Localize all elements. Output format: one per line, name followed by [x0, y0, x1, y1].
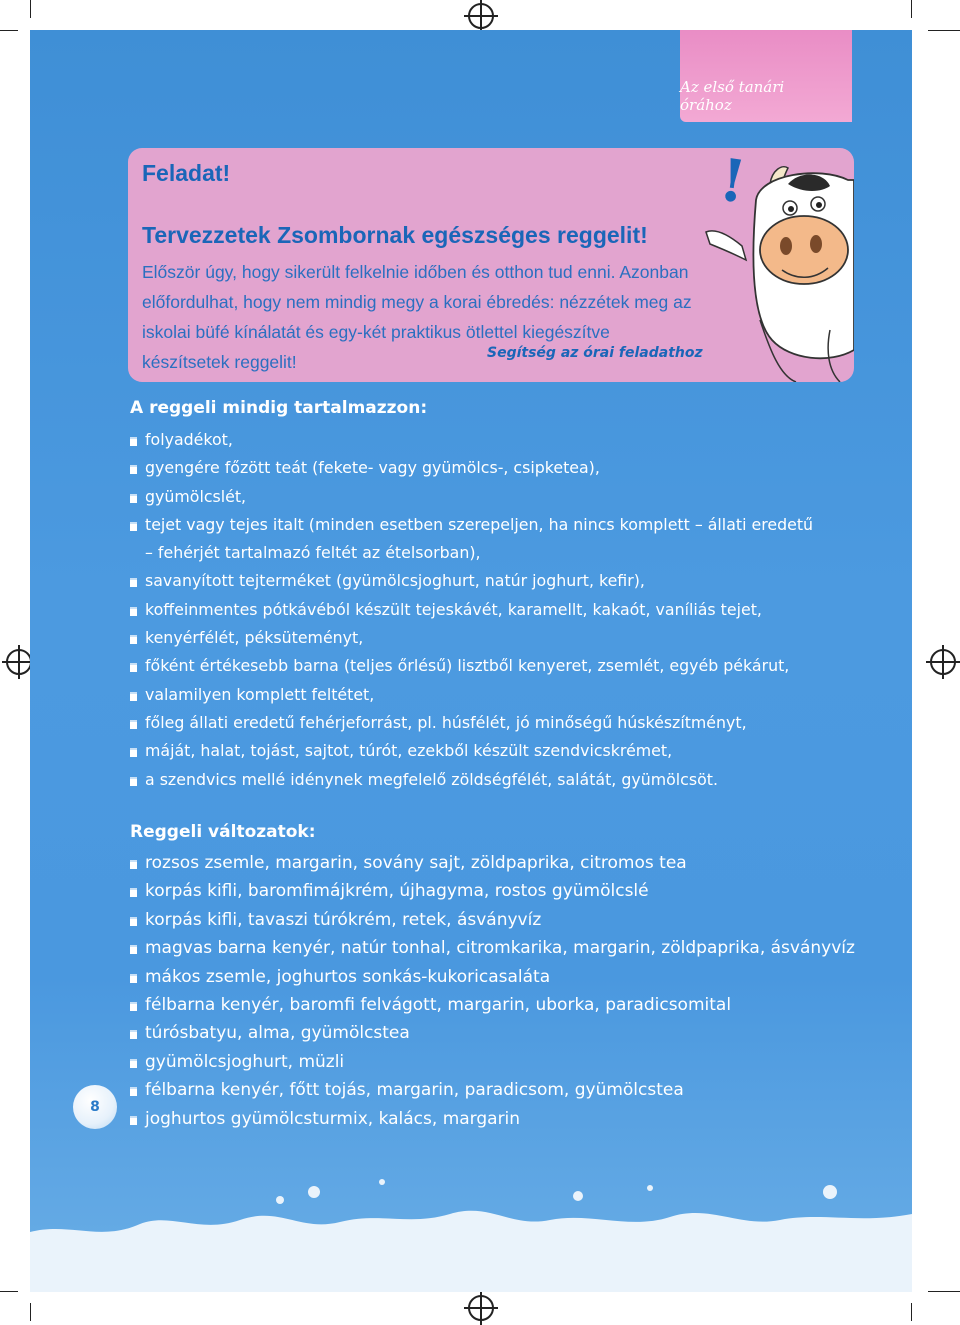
bullet-icon [130, 607, 137, 616]
list-item: tejet vagy tejes italt (minden esetben szerepeljen, ha nincs komplett – állati eredetű [130, 511, 813, 539]
crop-line [0, 1291, 18, 1292]
bullet-icon [130, 777, 137, 786]
bullet-icon [130, 578, 137, 587]
list-item: kenyérfélét, péksüteményt, [130, 624, 813, 652]
bullet-icon [130, 1087, 137, 1096]
crop-line [911, 1303, 912, 1321]
list-item: joghurtos gyümölcsturmix, kalács, margarin [130, 1105, 855, 1133]
list-item: korpás kifli, baromfimájkrém, újhagyma, rostos gyümölcslé [130, 877, 855, 905]
list-item: korpás kifli, tavaszi túrókrém, retek, ásványvíz [130, 906, 855, 934]
crop-line [911, 0, 912, 18]
cow-illustration [700, 145, 854, 382]
crop-line [928, 30, 960, 31]
registration-mark-bottom [468, 1295, 494, 1321]
list-item: koffeinmentes pótkávéból készült tejeskávét, karamellt, kakaót, vaníliás tejet, [130, 596, 813, 624]
chapter-tab [680, 30, 852, 122]
list-item: folyadékot, [130, 426, 813, 454]
task-description: Először úgy, hogy sikerült felkelnie időben és otthon tud enni. Azonban előfordulhat, hogy nem mindig megy a korai ébredés: nézzétek meg az iskolai büfé kínálatát és egy-két praktikus ötlettel kiegészítve készítsetek reggelit! [142, 262, 692, 372]
bullet-icon [130, 635, 137, 644]
bullet-icon [130, 465, 137, 474]
bullet-icon [130, 945, 137, 954]
milk-splash-decoration [30, 1162, 912, 1292]
breakfast-variants-list [130, 849, 855, 1133]
bullet-icon [130, 748, 137, 757]
list-item: mákos zsemle, joghurtos sonkás-kukoricasaláta [130, 963, 855, 991]
list-item-continuation: – fehérjét tartalmazó feltét az ételsorban), [145, 543, 481, 563]
list-item: félbarna kenyér, főtt tojás, margarin, paradicsom, gyümölcstea [130, 1076, 855, 1104]
list-item: főleg állati eredetű fehérjeforrást, pl. húsfélét, jó minőségű húskészítményt, [130, 709, 813, 737]
list-item: a szendvics mellé idénynek megfelelő zöldségfélét, salátát, gyümölcsöt. [130, 766, 813, 794]
bullet-icon [130, 663, 137, 672]
crop-line [0, 30, 18, 31]
chapter-tab-label: Az első tanári órához [680, 78, 785, 114]
list-item: túrósbatyu, alma, gyümölcstea [130, 1019, 855, 1047]
list-item: gyengére főzött teát (fekete- vagy gyümölcs-, csipketea), [130, 454, 813, 482]
bullet-icon [130, 888, 137, 897]
bullet-icon [130, 437, 137, 446]
crop-line [928, 1291, 960, 1292]
bullet-icon [130, 1002, 137, 1011]
list-item: gyümölcslét, [130, 483, 813, 511]
task-title: Feladat! [142, 160, 231, 186]
bullet-icon [130, 1030, 137, 1039]
requirements-list [130, 426, 813, 794]
section-heading-requirements: A reggeli mindig tartalmazzon: [130, 398, 428, 418]
list-item: valamilyen komplett feltétet, [130, 681, 813, 709]
list-item: rozsos zsemle, margarin, sovány sajt, zöldpaprika, citromos tea [130, 849, 855, 877]
list-item: félbarna kenyér, baromfi felvágott, margarin, uborka, paradicsomital [130, 991, 855, 1019]
bullet-icon [130, 860, 137, 869]
list-item: savanyított tejterméket (gyümölcsjoghurt, natúr joghurt, kefir), [130, 567, 813, 595]
bullet-icon [130, 974, 137, 983]
exclamation-mark: ! [715, 145, 751, 217]
help-link[interactable]: Segítség az órai feladathoz [487, 345, 703, 361]
list-item: főként értékesebb barna (teljes őrlésű) lisztből kenyeret, zsemlét, egyéb pékárut, [130, 652, 813, 680]
task-heading: Tervezzetek Zsombornak egészséges reggelit! [142, 222, 648, 248]
bullet-icon [130, 917, 137, 926]
section-heading-variants: Reggeli változatok: [130, 822, 316, 842]
crop-line [30, 0, 31, 18]
registration-mark-top [468, 3, 494, 29]
bullet-icon [130, 494, 137, 503]
bullet-icon [130, 720, 137, 729]
list-item: magvas barna kenyér, natúr tonhal, citromkarika, margarin, zöldpaprika, ásványvíz [130, 934, 855, 962]
registration-mark-left [6, 649, 32, 675]
list-item: máját, halat, tojást, sajtot, túrót, ezekből készült szendvicskrémet, [130, 737, 813, 765]
bullet-icon [130, 1059, 137, 1068]
bullet-icon [130, 1116, 137, 1125]
registration-mark-right [930, 649, 956, 675]
crop-line [30, 1303, 31, 1321]
bullet-icon [130, 522, 137, 531]
page-number: 8 [73, 1085, 117, 1129]
bullet-icon [130, 692, 137, 701]
list-item: gyümölcsjoghurt, müzli [130, 1048, 855, 1076]
